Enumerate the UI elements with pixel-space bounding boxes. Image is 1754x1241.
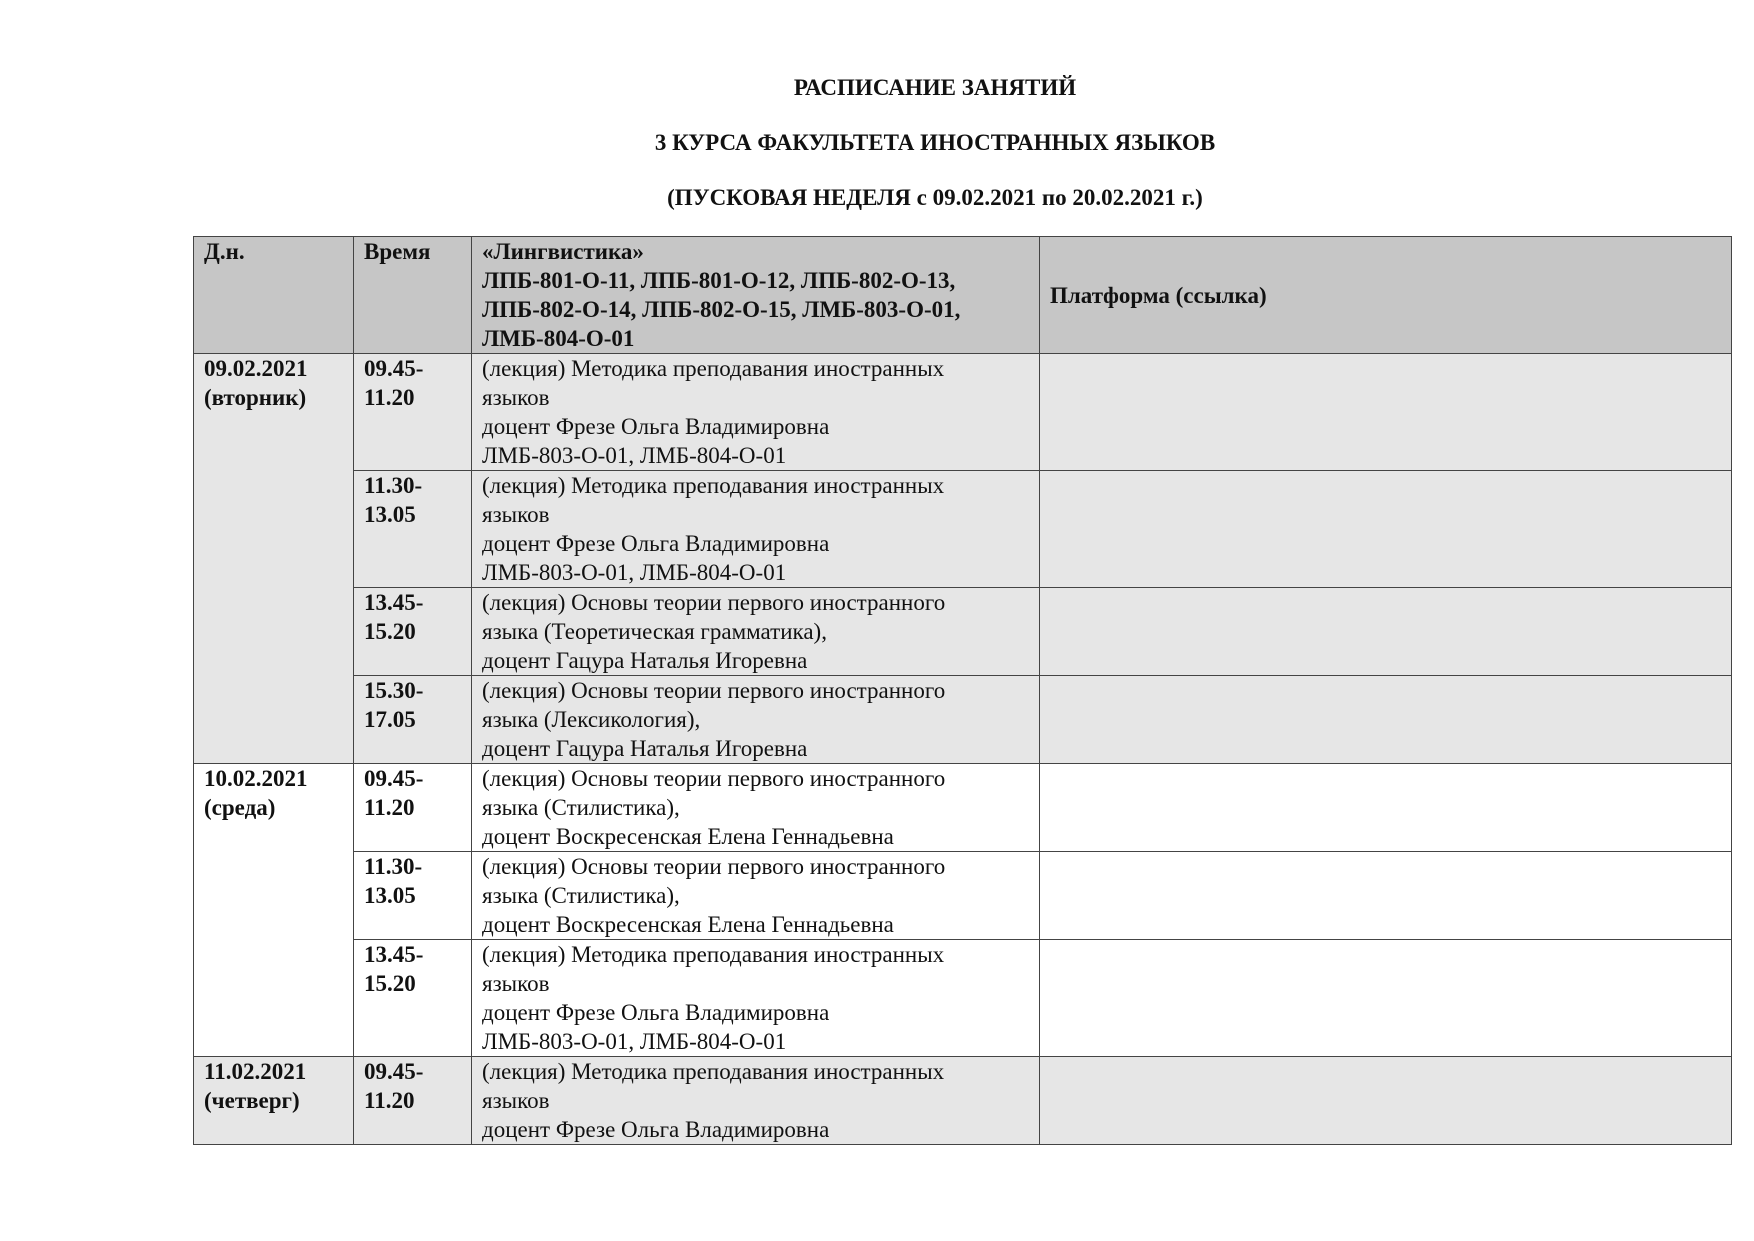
day-cell	[194, 764, 354, 1057]
lesson-line: доцент Фрезе Ольга Владимировна	[482, 414, 830, 439]
time-end: 11.20	[364, 385, 415, 410]
table-row	[194, 1057, 1732, 1145]
table-header-row	[194, 237, 1732, 354]
time-cell	[354, 1057, 472, 1145]
lesson-line: языка (Стилистика),	[482, 883, 680, 908]
platform-link-cell[interactable]	[1040, 588, 1732, 676]
time-end: 11.20	[364, 1088, 415, 1113]
schedule-table	[193, 236, 1732, 1145]
platform-link-cell[interactable]	[1040, 354, 1732, 471]
time-end: 17.05	[364, 707, 416, 732]
header-program-line: ЛПБ-801-О-11, ЛПБ-801-О-12, ЛПБ-802-О-13,	[482, 268, 956, 293]
day-cell	[194, 1057, 354, 1145]
day-weekday: (четверг)	[204, 1088, 300, 1113]
time-start: 11.30-	[364, 854, 423, 879]
time-cell	[354, 676, 472, 764]
time-end: 15.20	[364, 619, 416, 644]
lesson-line: доцент Фрезе Ольга Владимировна	[482, 531, 830, 556]
lesson-line: языка (Лексикология),	[482, 707, 701, 732]
lesson-line: доцент Гацура Наталья Игоревна	[482, 648, 808, 673]
time-cell	[354, 852, 472, 940]
header-program-line: ЛПБ-802-О-14, ЛПБ-802-О-15, ЛМБ-803-О-01,	[482, 297, 961, 322]
lesson-line: доцент Воскресенская Елена Геннадьевна	[482, 824, 894, 849]
lesson-line: доцент Фрезе Ольга Владимировна	[482, 1117, 830, 1142]
lesson-cell	[472, 940, 1040, 1057]
lesson-line: (лекция) Методика преподавания иностранных	[482, 1059, 945, 1084]
lesson-cell	[472, 354, 1040, 471]
table-row	[194, 940, 1732, 1057]
day-date: 11.02.2021	[204, 1059, 307, 1084]
header-program-line: «Лингвистика»	[482, 239, 644, 264]
lesson-line: языков	[482, 971, 550, 996]
header-program-line: ЛМБ-804-О-01	[482, 326, 635, 351]
lesson-line: ЛМБ-803-О-01, ЛМБ-804-О-01	[482, 1029, 787, 1054]
lesson-cell	[472, 588, 1040, 676]
lesson-line: (лекция) Основы теории первого иностранного	[482, 766, 946, 791]
lesson-line: языка (Стилистика),	[482, 795, 680, 820]
lesson-line: (лекция) Основы теории первого иностранного	[482, 590, 946, 615]
day-weekday: (вторник)	[204, 385, 307, 410]
header-day: Д.н.	[194, 237, 354, 354]
lesson-line: доцент Фрезе Ольга Владимировна	[482, 1000, 830, 1025]
lesson-line: языков	[482, 502, 550, 527]
platform-link-cell[interactable]	[1040, 764, 1732, 852]
platform-link-cell[interactable]	[1040, 471, 1732, 588]
lesson-cell	[472, 764, 1040, 852]
platform-link-cell[interactable]	[1040, 852, 1732, 940]
lesson-line: (лекция) Методика преподавания иностранных	[482, 356, 945, 381]
table-row	[194, 676, 1732, 764]
time-end: 15.20	[364, 971, 416, 996]
lesson-cell	[472, 676, 1040, 764]
time-cell	[354, 354, 472, 471]
lesson-line: доцент Воскресенская Елена Геннадьевна	[482, 912, 894, 937]
table-row	[194, 852, 1732, 940]
time-end: 11.20	[364, 795, 415, 820]
time-start: 13.45-	[364, 590, 424, 615]
doc-title: РАСПИСАНИЕ ЗАНЯТИЙ	[793, 75, 1077, 100]
lesson-line: языков	[482, 1088, 550, 1113]
day-weekday: (среда)	[204, 795, 276, 820]
time-cell	[354, 588, 472, 676]
lesson-line: (лекция) Основы теории первого иностранного	[482, 854, 946, 879]
time-end: 13.05	[364, 883, 416, 908]
lesson-cell	[472, 471, 1040, 588]
header-program	[472, 237, 1040, 354]
lesson-line: (лекция) Методика преподавания иностранных	[482, 473, 945, 498]
time-start: 11.30-	[364, 473, 423, 498]
doc-subtitle: 3 КУРСА ФАКУЛЬТЕТА ИНОСТРАННЫХ ЯЗЫКОВ	[654, 130, 1216, 155]
time-cell	[354, 940, 472, 1057]
lesson-line: ЛМБ-803-О-01, ЛМБ-804-О-01	[482, 443, 787, 468]
header-platform: Платформа (ссылка)	[1040, 237, 1732, 354]
table-row	[194, 354, 1732, 471]
time-start: 09.45-	[364, 1059, 424, 1084]
lesson-line: (лекция) Основы теории первого иностранного	[482, 678, 946, 703]
header-time: Время	[354, 237, 472, 354]
day-date: 09.02.2021	[204, 356, 308, 381]
lesson-line: языков	[482, 385, 550, 410]
time-start: 09.45-	[364, 766, 424, 791]
time-cell	[354, 471, 472, 588]
lesson-line: (лекция) Методика преподавания иностранных	[482, 942, 945, 967]
platform-link-cell[interactable]	[1040, 1057, 1732, 1145]
lesson-line: ЛМБ-803-О-01, ЛМБ-804-О-01	[482, 560, 787, 585]
lesson-line: языка (Теоретическая грамматика),	[482, 619, 827, 644]
lesson-cell	[472, 852, 1040, 940]
day-cell	[194, 354, 354, 764]
lesson-cell	[472, 1057, 1040, 1145]
table-row	[194, 764, 1732, 852]
lesson-line: доцент Гацура Наталья Игоревна	[482, 736, 808, 761]
time-start: 13.45-	[364, 942, 424, 967]
platform-link-cell[interactable]	[1040, 676, 1732, 764]
time-start: 09.45-	[364, 356, 424, 381]
table-row	[194, 588, 1732, 676]
time-cell	[354, 764, 472, 852]
table-row	[194, 471, 1732, 588]
doc-period: (ПУСКОВАЯ НЕДЕЛЯ с 09.02.2021 по 20.02.2021 г.)	[667, 185, 1203, 210]
time-end: 13.05	[364, 502, 416, 527]
time-start: 15.30-	[364, 678, 424, 703]
day-date: 10.02.2021	[204, 766, 308, 791]
platform-link-cell[interactable]	[1040, 940, 1732, 1057]
